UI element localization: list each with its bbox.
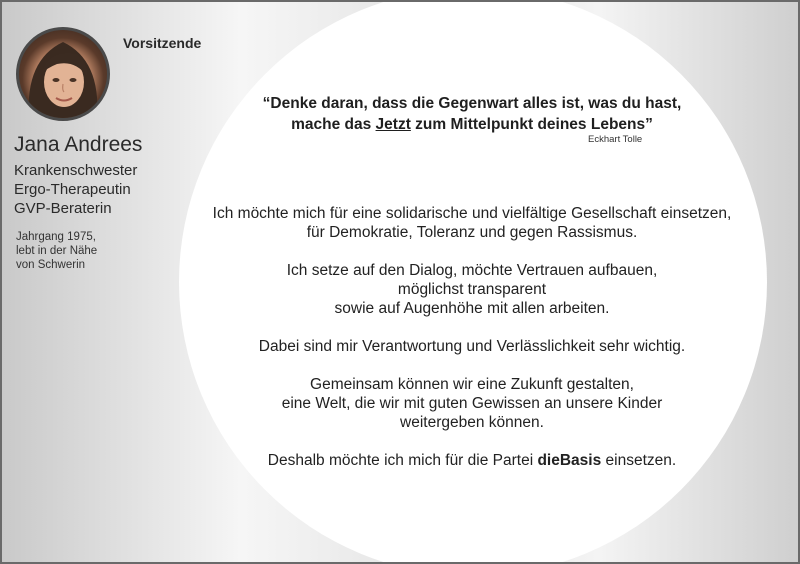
statement-line: Dabei sind mir Verantwortung und Verlässlichkeit sehr wichtig. [258, 338, 686, 355]
avatar [16, 27, 110, 121]
statement-closing-start: Deshalb möchte ich mich für die Partei [267, 452, 538, 469]
quote [222, 93, 722, 135]
statement-closing-end: einsetzen. [601, 452, 677, 469]
statement-line: Gemeinsam können wir eine Zukunft gestalten, [310, 376, 634, 393]
statement [172, 204, 772, 489]
portrait-photo [19, 30, 107, 118]
quote-line-1: “Denke daran, dass die Gegenwart alles ist, was du hast, [262, 95, 682, 112]
statement-paragraph [172, 451, 772, 470]
role-title: Vorsitzende [123, 35, 202, 51]
person-name: Jana Andrees [14, 133, 143, 156]
quote-emphasis: Jetzt [375, 116, 411, 133]
bio-text [16, 230, 97, 272]
statement-line: für Demokratie, Toleranz und gegen Rassismus. [306, 224, 638, 241]
party-name: dieBasis [537, 452, 602, 469]
statement-line: möglichst transparent [397, 281, 547, 298]
statement-paragraph [172, 337, 772, 356]
statement-line: weitergeben können. [400, 414, 544, 431]
profession-list [14, 161, 137, 218]
bio-line: von Schwerin [16, 259, 86, 271]
statement-paragraph [172, 375, 772, 432]
quote-line-2-start: mache das [291, 116, 376, 133]
profession-item: Ergo-Therapeutin [14, 181, 131, 198]
statement-line: eine Welt, die wir mit guten Gewissen an unsere Kinder [281, 395, 663, 412]
bio-line: Jahrgang 1975, [16, 231, 96, 243]
profession-item: Krankenschwester [14, 162, 138, 179]
bio-line: lebt in der Nähe [16, 245, 98, 257]
statement-line: Ich setze auf den Dialog, möchte Vertrauen aufbauen, [286, 262, 658, 279]
profession-item: GVP-Beraterin [14, 200, 112, 217]
statement-line: sowie auf Augenhöhe mit allen arbeiten. [334, 300, 610, 317]
statement-paragraph [172, 261, 772, 318]
statement-paragraph [172, 204, 772, 242]
quote-line-2 [222, 114, 722, 135]
statement-line: Ich möchte mich für eine solidarische und vielfältige Gesellschaft einsetzen, [212, 205, 732, 222]
quote-author: Eckhart Tolle [588, 134, 643, 145]
quote-line-2-end: zum Mittelpunkt deines Lebens” [410, 116, 653, 133]
